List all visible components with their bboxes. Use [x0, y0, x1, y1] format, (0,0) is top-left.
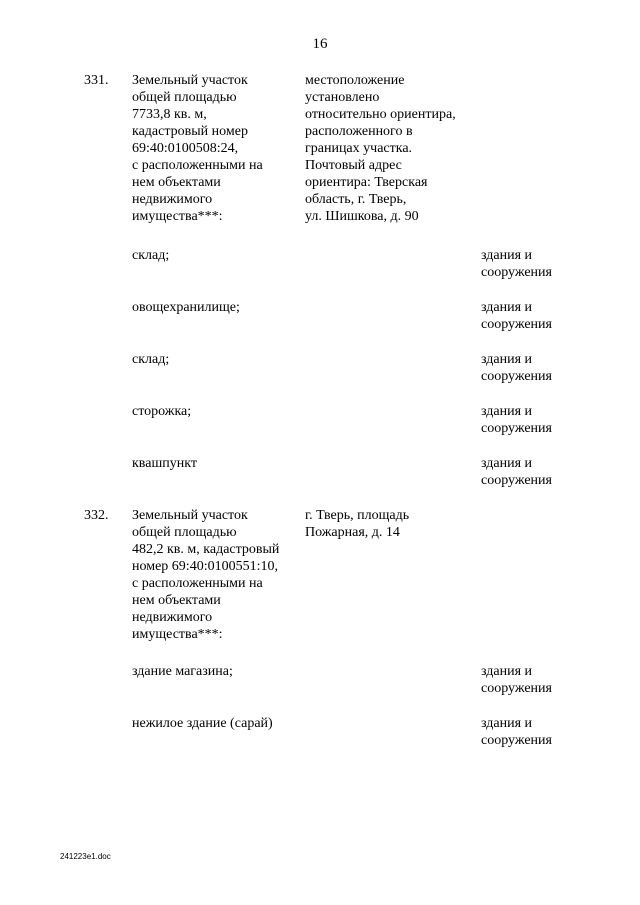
footer-filename: 241223e1.doc	[60, 852, 111, 861]
entry-number-332: 332.	[84, 508, 109, 523]
object-type: здания и сооружения	[481, 248, 552, 280]
object-name: здание магазина;	[132, 664, 233, 679]
object-name: сторожка;	[132, 404, 192, 419]
object-type: здания и сооружения	[481, 404, 552, 436]
object-type: здания и сооружения	[481, 664, 552, 696]
entry-number-331: 331.	[84, 73, 109, 88]
object-name: квашпункт	[132, 456, 197, 471]
object-name: нежилое здание (сарай)	[132, 716, 273, 731]
object-type: здания и сооружения	[481, 456, 552, 488]
object-name: склад;	[132, 248, 170, 263]
object-name: склад;	[132, 352, 170, 367]
entry-description-331: Земельный участок общей площадью 7733,8 кв. м, кадастровый номер 69:40:0100508:24, с расположенными на нем объектами недвижимого имущества***:	[132, 73, 263, 224]
page-number: 16	[312, 36, 328, 52]
object-type: здания и сооружения	[481, 716, 552, 748]
object-type: здания и сооружения	[481, 352, 552, 384]
entry-address-332: г. Тверь, площадь Пожарная, д. 14	[305, 508, 410, 540]
entry-address-331: местоположение установлено относительно ориентира, расположенного в границах участка. Почтовый адрес ориентира: Тверская область, г. Тверь, ул. Шишкова, д. 90	[305, 73, 456, 224]
object-type: здания и сооружения	[481, 300, 552, 332]
object-name: овощехранилище;	[132, 300, 240, 315]
entry-description-332: Земельный участок общей площадью 482,2 кв. м, кадастровый номер 69:40:0100551:10, с расположенными на нем объектами недвижимого имущества***:	[132, 508, 280, 642]
